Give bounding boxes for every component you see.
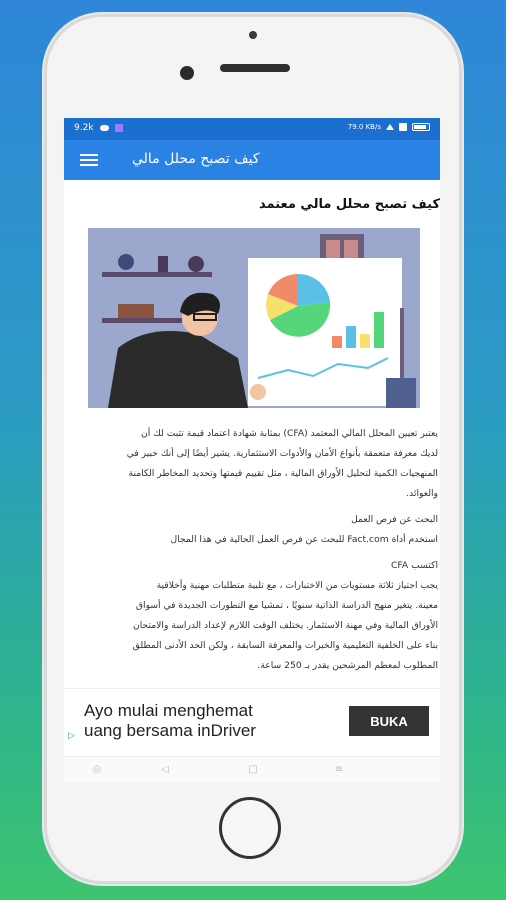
ad-banner[interactable] <box>64 688 440 757</box>
system-nav-bar <box>64 756 440 782</box>
notification-icon <box>115 124 123 132</box>
analyst-illustration <box>88 228 420 408</box>
recents-icon[interactable]: ≡ <box>334 764 344 775</box>
front-sensor <box>249 31 257 39</box>
status-left-text: 9.2k <box>74 123 94 133</box>
cloud-icon <box>100 125 109 131</box>
status-bar <box>64 118 440 140</box>
article-content <box>64 180 440 688</box>
earpiece-speaker <box>220 64 290 72</box>
front-camera <box>180 66 194 80</box>
paragraph-line: يجب اجتياز ثلاثة مستويات من الاختبارات ، مع تلبية متطلبات مهنية وأخلاقية <box>156 580 438 591</box>
section-heading: اكتسب CFA <box>391 560 438 571</box>
article-title: كيف تصبح محلل مالي معتمد <box>258 197 440 212</box>
network-speed: 79.0 KB/s <box>347 123 381 131</box>
section-heading: البحث عن فرص العمل <box>351 514 438 525</box>
ad-line-1: Ayo mulai menghemat <box>84 701 253 720</box>
paragraph-line: والعوائد. <box>406 488 438 499</box>
app-bar <box>64 140 440 180</box>
phone-screen <box>64 118 440 782</box>
paragraph-line: لديك معرفة متعمقة بأنواع الأمان والأدوات الاستثمارية. يشير أيضًا إلى أنك خبير في <box>126 448 438 459</box>
paragraph-line: استخدم أداة Fact.com للبحث عن فرص العمل الحالية في هذا المجال <box>170 534 438 545</box>
paragraph-line: بناء على الخلفية التعليمية والخبرات والمعرفة السابقة ، ولكن الحد الأدنى المطلق <box>132 640 438 651</box>
paragraph-line: معينة. يتغير منهج الدراسة الذاتية سنويًا ، تمشيا مع التطورات الجديدة في أسواق <box>135 600 438 611</box>
assistant-icon[interactable]: ◎ <box>92 764 102 775</box>
battery-icon <box>412 123 430 131</box>
paragraph-line: المنهجيات الكمية لتحليل الأوراق المالية ، مثل تقييم قيمتها وتحديد المخاطر الكامنة <box>128 468 438 479</box>
ad-line-2: uang bersama inDriver <box>84 721 256 740</box>
paragraph-line: الأوراق المالية وفي مهنة الاستثمار. يختلف الوقت اللازم لإعداد الدراسة والامتحان <box>132 620 438 631</box>
paragraph-line: المطلوب لمعظم المرشحين يقدر بـ 250 ساعة. <box>257 660 438 671</box>
home-button[interactable] <box>219 797 281 859</box>
adchoices-icon[interactable]: ▷ <box>68 731 75 741</box>
wifi-icon <box>386 124 394 130</box>
home-icon[interactable]: □ <box>248 764 258 775</box>
paragraph-line: يعتبر تعيين المحلل المالي المعتمد (CFA) بمثابة شهادة اعتماد قيمة تثبت لك أن <box>141 428 438 439</box>
back-icon[interactable]: ◁ <box>161 764 169 775</box>
ad-text <box>84 701 256 741</box>
ad-open-button[interactable]: BUKA <box>349 706 429 736</box>
app-title: كيف تصبح محلل مالي <box>132 151 260 167</box>
signal-icon <box>399 123 407 131</box>
menu-icon[interactable] <box>80 154 98 166</box>
